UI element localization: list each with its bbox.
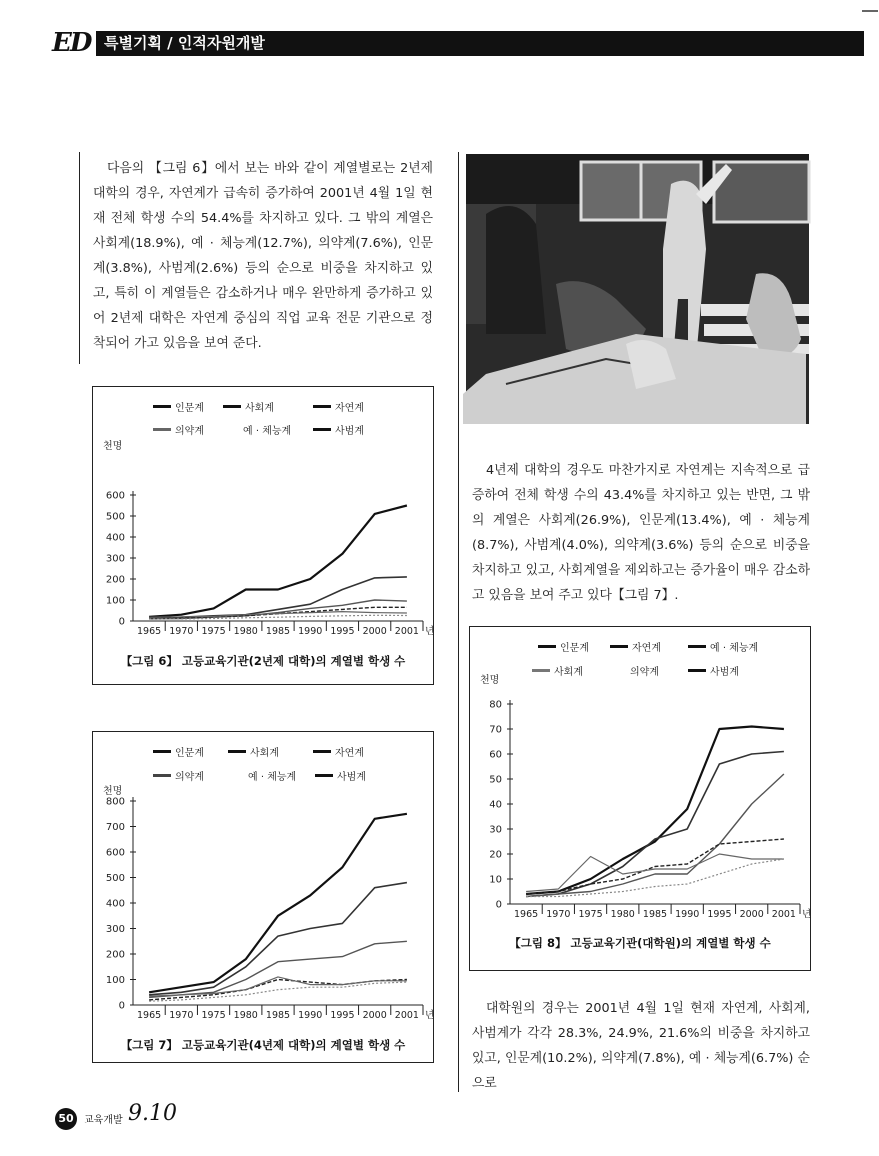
classroom-photo	[466, 154, 809, 424]
y-tick-label: 700	[105, 822, 125, 833]
series-line	[149, 814, 407, 993]
series-line	[149, 941, 407, 997]
y-tick-label: 100	[105, 595, 125, 607]
legend-label: 사회계	[250, 748, 279, 759]
x-tick-label: 1965	[137, 1010, 162, 1021]
y-tick-label: 80	[489, 699, 502, 711]
magazine-logo: ED	[52, 28, 96, 58]
corner-mark	[862, 10, 878, 12]
legend-label: 자연계	[632, 643, 661, 654]
legend-label: 예 · 체능계	[710, 643, 759, 654]
chart-svg	[93, 387, 433, 684]
chart-svg	[470, 627, 810, 970]
x-axis-unit-label: 년	[425, 626, 435, 637]
x-tick-label: 1990	[298, 626, 323, 637]
x-tick-label: 1980	[610, 909, 635, 920]
left-column-rule	[79, 152, 80, 364]
x-tick-label: 1975	[201, 626, 226, 637]
figure-8	[469, 626, 811, 971]
x-tick-label: 1965	[137, 626, 162, 637]
page-number: 50	[55, 1108, 77, 1130]
y-tick-label: 400	[105, 532, 125, 544]
x-tick-label: 1985	[265, 1010, 291, 1021]
y-tick-label: 500	[105, 511, 125, 523]
y-axis-unit-label: 천명	[103, 441, 123, 452]
x-tick-label: 2000	[739, 909, 764, 920]
legend-label: 예 · 체능계	[243, 426, 292, 437]
figure-6	[92, 386, 434, 685]
x-tick-label: 1980	[233, 1010, 258, 1021]
y-axis-unit-label: 천명	[480, 675, 500, 686]
y-tick-label: 200	[105, 574, 125, 586]
issue-number: 9.10	[128, 1101, 177, 1126]
legend-label: 자연계	[335, 748, 364, 759]
paragraph-3: 대학원의 경우는 2001년 4월 1일 현재 자연계, 사회계, 사범계가 각각 28.3%, 24.9%, 21.6%의 비중을 차지하고 있고, 인문계(10.2%), 의약계(7.8%), 예 · 체능계(6.7%) 순으로	[472, 1001, 810, 1091]
legend-label: 사범계	[335, 426, 364, 437]
legend-label: 인문계	[175, 403, 204, 414]
legend-label: 의약계	[175, 426, 204, 437]
series-line	[149, 577, 407, 618]
x-tick-label: 1990	[675, 909, 700, 920]
figure-caption: 【그림 8】 고등교육기관(대학원)의 계열별 학생 수	[509, 936, 771, 950]
y-tick-label: 300	[105, 553, 125, 565]
x-tick-label: 1995	[707, 909, 732, 920]
y-tick-label: 100	[105, 975, 125, 986]
paragraph-2: 4년제 대학의 경우도 마찬가지로 자연계는 지속적으로 급증하여 전체 학생 수의 43.4%를 차지하고 있는 반면, 그 밖의 계열은 사회계(26.9%), 인문계(13.4%), 예 · 체능계(8.7%), 사범계(4.0%), 의약계(3.6%) 등의 순으로 비중을 차지하고 있고, 사회계열을 제외하고는 증가율이 매우 감소하고 있음을 보여 주고 있다【그림 7】.	[472, 463, 810, 603]
y-tick-label: 0	[495, 899, 502, 911]
series-line	[526, 774, 784, 897]
series-line	[526, 839, 784, 894]
y-tick-label: 0	[118, 616, 125, 628]
figure-caption: 【그림 7】 고등교육기관(4년제 대학)의 계열별 학생 수	[120, 1038, 406, 1052]
x-tick-label: 2001	[394, 1010, 419, 1021]
chart-svg	[93, 732, 433, 1062]
series-line	[526, 854, 784, 892]
y-tick-label: 0	[118, 1000, 125, 1012]
x-tick-label: 1990	[298, 1010, 323, 1021]
x-tick-label: 1970	[169, 626, 194, 637]
right-column-rule	[458, 152, 459, 1092]
magazine-name: 교육개발	[84, 1115, 123, 1126]
legend-label: 사회계	[554, 667, 583, 678]
y-tick-label: 400	[105, 898, 125, 910]
x-tick-label: 2001	[771, 909, 796, 920]
y-tick-label: 40	[489, 799, 502, 811]
legend-label: 인문계	[175, 748, 204, 759]
y-tick-label: 50	[489, 774, 502, 786]
legend-label: 자연계	[335, 403, 364, 414]
x-tick-label: 1995	[330, 1010, 355, 1021]
y-tick-label: 20	[489, 849, 502, 861]
y-tick-label: 200	[105, 949, 125, 961]
y-tick-label: 800	[105, 796, 125, 808]
x-tick-label: 1970	[546, 909, 571, 920]
legend-label: 사회계	[245, 403, 274, 414]
x-tick-label: 2000	[362, 626, 387, 637]
series-line	[526, 859, 784, 897]
legend-label: 예 · 체능계	[248, 772, 297, 783]
y-tick-label: 60	[489, 749, 502, 761]
legend-label: 의약계	[630, 667, 659, 678]
y-tick-label: 30	[489, 824, 502, 836]
y-tick-label: 600	[105, 490, 125, 502]
series-line	[149, 883, 407, 995]
x-tick-label: 1985	[642, 909, 668, 920]
figure-caption: 【그림 6】 고등교육기관(2년제 대학)의 계열별 학생 수	[120, 654, 406, 668]
paragraph-1: 다음의 【그림 6】에서 보는 바와 같이 계열별로는 2년제 대학의 경우, 자연계가 급속히 증가하여 2001년 4월 1일 현재 전체 학생 수의 54.4%를 차지하고 있다. 그 밖의 계열은 사회계(18.9%), 예 · 체능계(12.7%), 의약계(7.6%), 인문계(3.8%), 사범계(2.6%) 등의 순으로 비중을 차지하고 있고, 특히 이 계열들은 감소하거나 매우 완만하게 증가하고 있어 2년제 대학은 자연계 중심의 직업 교육 전문 기관으로 정착되어 가고 있음을 보여 준다.	[93, 161, 433, 351]
x-tick-label: 2001	[394, 626, 419, 637]
y-tick-label: 10	[489, 874, 502, 886]
x-tick-label: 1985	[265, 626, 291, 637]
legend-label: 의약계	[175, 772, 204, 783]
series-line	[149, 506, 407, 617]
x-tick-label: 1970	[169, 1010, 194, 1021]
figure-7	[92, 731, 434, 1063]
x-tick-label: 1980	[233, 626, 258, 637]
x-tick-label: 2000	[362, 1010, 387, 1021]
x-axis-unit-label: 년	[425, 1010, 435, 1021]
y-axis-unit-label: 천명	[103, 786, 123, 797]
series-line	[526, 752, 784, 897]
x-axis-unit-label: 년	[802, 909, 812, 920]
x-tick-label: 1965	[514, 909, 539, 920]
section-title: 특별기획 / 인적자원개발	[104, 34, 265, 52]
legend-label: 인문계	[560, 643, 589, 654]
x-tick-label: 1975	[578, 909, 603, 920]
y-tick-label: 70	[489, 724, 502, 736]
y-tick-label: 600	[105, 847, 125, 859]
legend-label: 사범계	[337, 772, 366, 783]
y-tick-label: 300	[105, 924, 125, 935]
photo-icon	[466, 154, 809, 424]
x-tick-label: 1975	[201, 1010, 226, 1021]
legend-label: 사범계	[710, 667, 739, 678]
x-tick-label: 1995	[330, 626, 355, 637]
y-tick-label: 500	[105, 873, 125, 884]
